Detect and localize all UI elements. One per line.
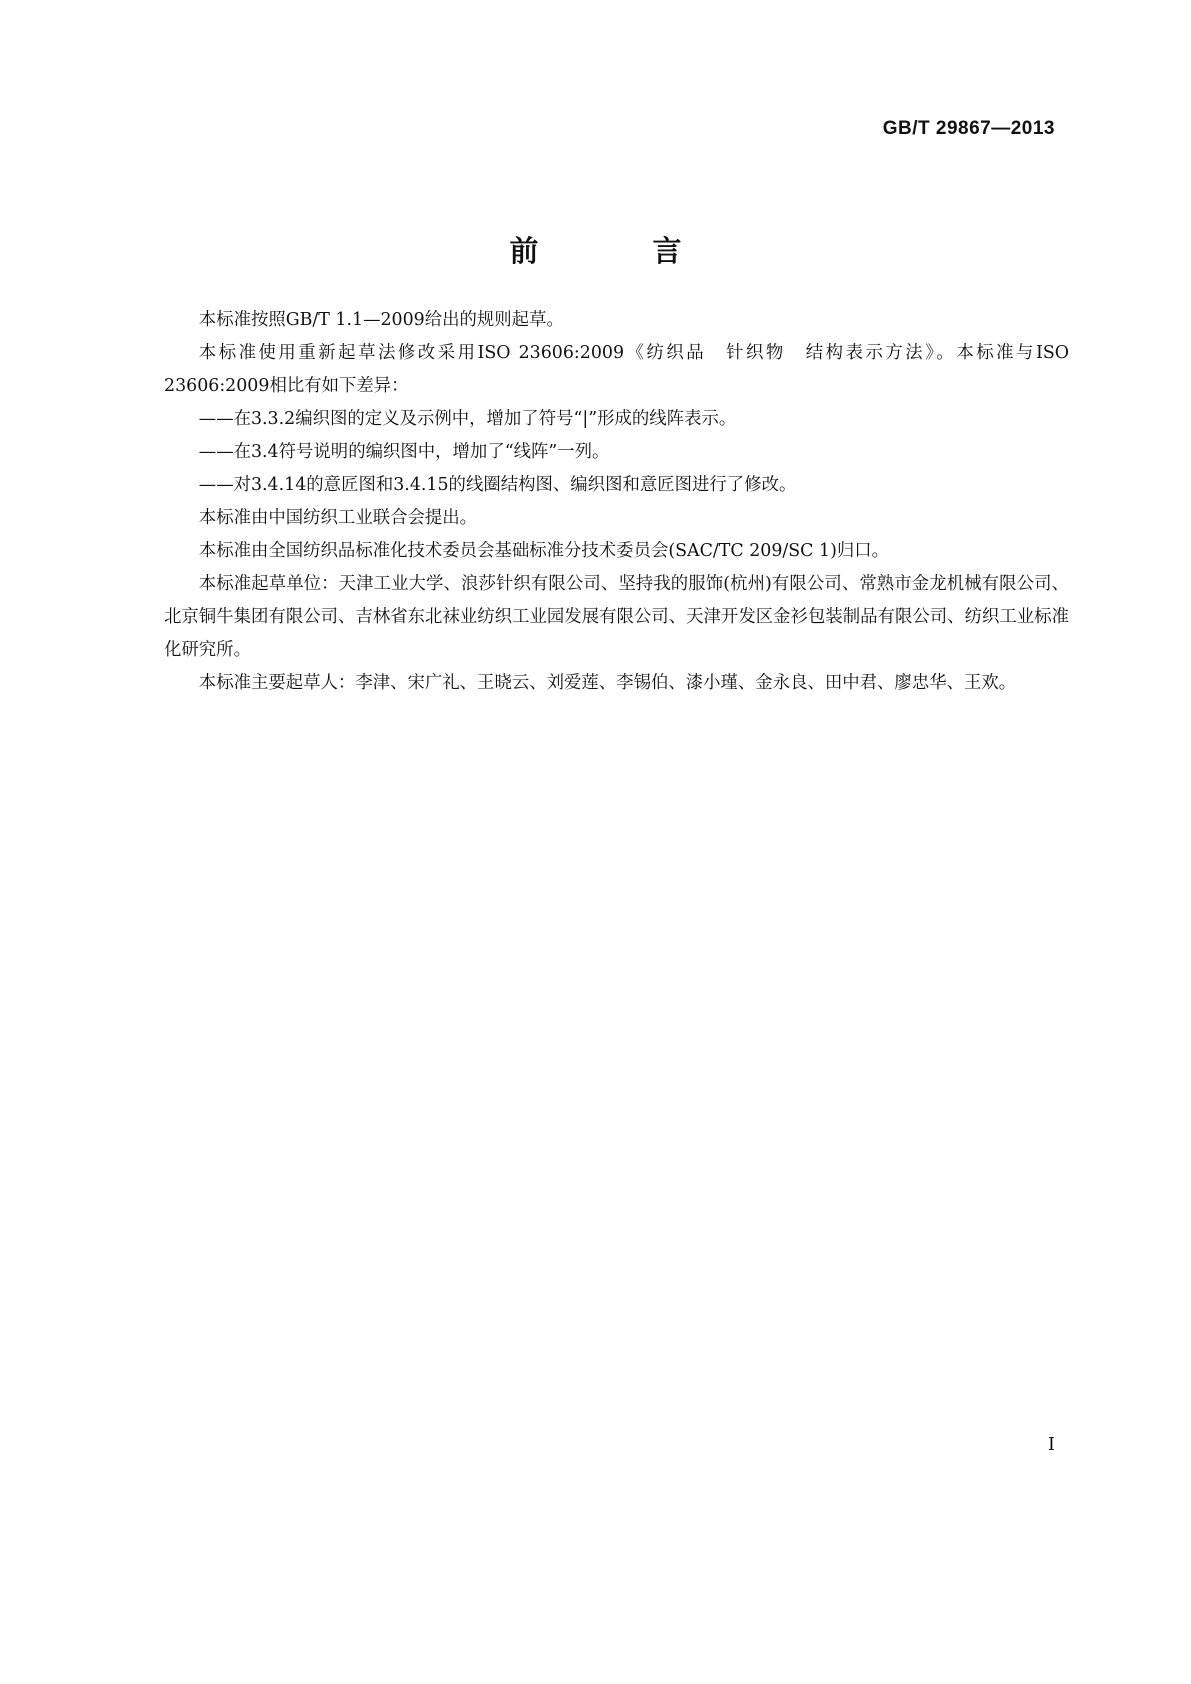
paragraph-drafters: 本标准主要起草人：李津、宋广礼、王晓云、刘爱莲、李锡伯、漆小瑾、金永良、田中君、廖忠华、王欢。 [198, 673, 1017, 693]
paragraph-difference-1: ——在3.3.2编织图的定义及示例中，增加了符号“|”形成的线阵表示。 [198, 409, 737, 429]
foreword-body [164, 304, 1069, 700]
standard-code: GB/T 29867—2013 [882, 118, 1055, 139]
paragraph-difference-2: ——在3.4符号说明的编织图中，增加了“线阵”一列。 [198, 442, 610, 462]
paragraph-adoption: 本标准使用重新起草法修改采用ISO 23606:2009《纺织品 针织物 结构表示方法》。本标准与ISO 23606:2009相比有如下差异： [164, 343, 1069, 396]
paragraph-drafting-rules: 本标准按照GB/T 1.1—2009给出的规则起草。 [198, 310, 564, 330]
paragraph-proposer: 本标准由中国纺织工业联合会提出。 [198, 508, 478, 528]
paragraph-committee: 本标准由全国纺织品标准化技术委员会基础标准分技术委员会(SAC/TC 209/SC 1)归口。 [198, 541, 890, 561]
paragraph-drafting-units: 本标准起草单位：天津工业大学、浪莎针织有限公司、坚持我的服饰(杭州)有限公司、常熟市金龙机械有限公司、北京铜牛集团有限公司、吉林省东北袜业纺织工业园发展有限公司、天津开发区金衫包装制品有限公司、纺织工业标准化研究所。 [164, 574, 1069, 660]
page-number: I [1047, 1434, 1055, 1455]
paragraph-difference-3: ——对3.4.14的意匠图和3.4.15的线圈结构图、编织图和意匠图进行了修改。 [198, 475, 797, 495]
page-title: 前 言 [509, 234, 734, 269]
